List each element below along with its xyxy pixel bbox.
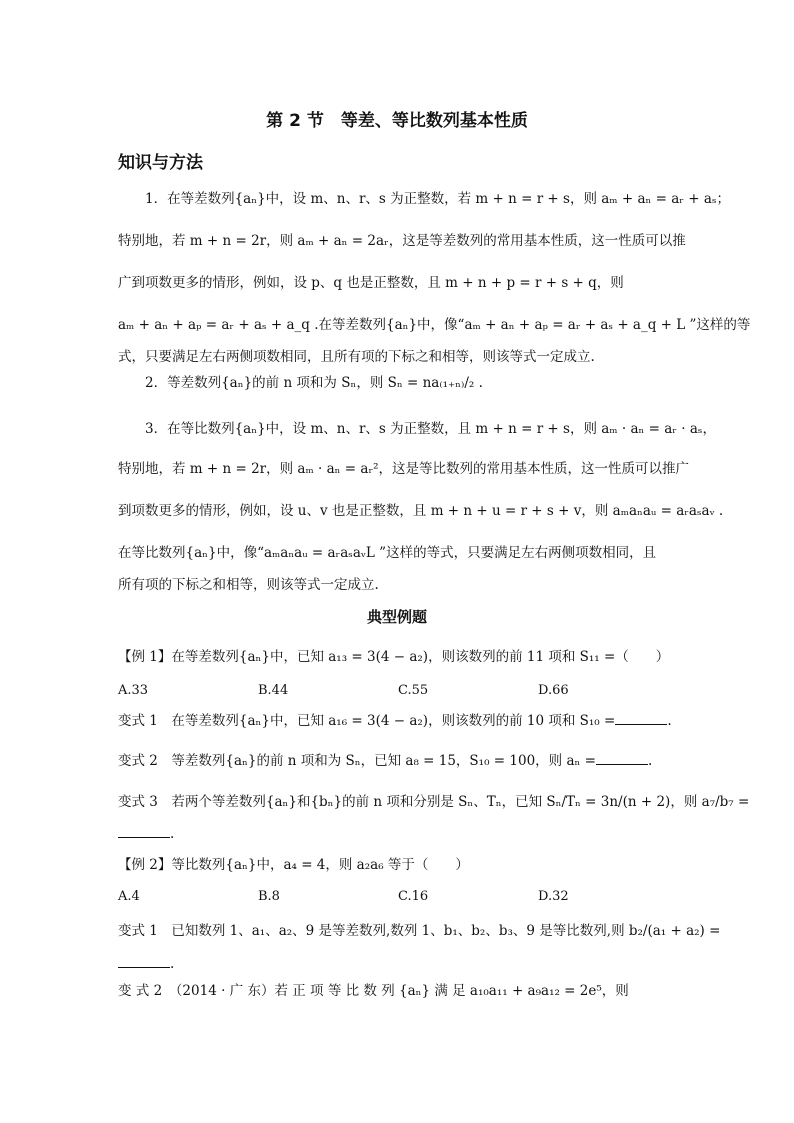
answer-blank	[118, 955, 170, 968]
option-c: C.55	[398, 683, 429, 698]
knowledge-line: 广到项数更多的情形，例如，设 p、q 也是正整数，且 m + n + p = r + s + q，则	[118, 275, 624, 291]
variant-line: 变式 2 等差数列{aₙ}的前 n 项和为 Sₙ，已知 a₈ = 15，S₁₀ = 100，则 aₙ = .	[118, 753, 653, 769]
section-heading-method: 知识与方法	[118, 153, 203, 173]
option-a: A.33	[118, 683, 149, 698]
example-2-stem: 【例 2】等比数列{aₙ}中，a₄ = 4，则 a₂a₆ 等于（ ）	[118, 857, 469, 873]
option-b: B.8	[258, 889, 280, 904]
answer-blank	[615, 712, 667, 725]
knowledge-line: 1．在等差数列{aₙ}中，设 m、n、r、s 为正整数，若 m + n = r + s，则 aₘ + aₙ = aᵣ + aₛ；	[118, 191, 730, 207]
knowledge-line: 所有项的下标之和相等，则该等式一定成立.	[118, 577, 379, 593]
answer-blank-line: .	[118, 825, 678, 843]
knowledge-line: 3．在等比数列{aₙ}中，设 m、n、r、s 为正整数，且 m + n = r + s，则 aₘ · aₙ = aᵣ · aₛ，	[118, 421, 716, 437]
variant-line: 变式 3 若两个等差数列{aₙ}和{bₙ}的前 n 项和分别是 Sₙ、Tₙ，已知 Sₙ/Tₙ = 3n/(n + 2)，则 a₇/b₇ =	[118, 794, 750, 810]
knowledge-line: 特别地，若 m + n = 2r，则 aₘ + aₙ = 2aᵣ，这是等差数列的常用基本性质，这一性质可以推	[118, 233, 686, 249]
option-d: D.66	[538, 683, 569, 698]
knowledge-line: 2．等差数列{aₙ}的前 n 项和为 Sₙ，则 Sₙ = na₍₁₊ₙ₎/₂ .	[118, 375, 483, 391]
knowledge-line: aₘ + aₙ + aₚ = aᵣ + aₛ + a_q .在等差数列{aₙ}中，像“aₘ + aₙ + aₚ = aᵣ + aₛ + a_q + L ”这样的等	[118, 317, 751, 333]
knowledge-line: 在等比数列{aₙ}中，像“aₘaₙaᵤ = aᵣaₛaᵥL ”这样的等式，只要满足左右两侧项数相同，且	[118, 545, 657, 561]
option-d: D.32	[538, 889, 569, 904]
knowledge-line: 特别地，若 m + n = 2r，则 aₘ · aₙ = aᵣ²，这是等比数列的常用基本性质，这一性质可以推广	[118, 461, 690, 477]
knowledge-line: 式，只要满足左右两侧项数相同，且所有项的下标之和相等，则该等式一定成立.	[118, 349, 595, 365]
answer-blank-line: .	[118, 955, 678, 973]
variant-line: 变式 1 在等差数列{aₙ}中，已知 a₁₆ = 3(4 − a₂)，则该数列的前 10 项和 S₁₀ = .	[118, 713, 672, 729]
page-title: 第 2 节 等差、等比数列基本性质	[266, 111, 528, 131]
variant-line: 变式 1 已知数列 1、a₁、a₂、9 是等差数列,数列 1、b₁、b₂、b₃、9 是等比数列,则 b₂/(a₁ + a₂) =	[118, 923, 721, 939]
variant-text: 变式 2 等差数列{aₙ}的前 n 项和为 Sₙ，已知 a₈ = 15，S₁₀ = 100，则 aₙ =	[118, 753, 596, 769]
option-a: A.4	[118, 889, 140, 904]
section-heading-examples: 典型例题	[366, 608, 427, 626]
knowledge-line: 到项数更多的情形，例如，设 u、v 也是正整数，且 m + n + u = r + s + v，则 aₘaₙaᵤ = aᵣaₛaᵥ .	[118, 503, 724, 519]
example-1-stem: 【例 1】在等差数列{aₙ}中，已知 a₁₃ = 3(4 − a₂)，则该数列的前 11 项和 S₁₁ =（ ）	[118, 649, 670, 665]
answer-blank	[596, 752, 648, 765]
variant-text: 变式 1 在等差数列{aₙ}中，已知 a₁₆ = 3(4 − a₂)，则该数列的前 10 项和 S₁₀ =	[118, 713, 616, 729]
option-b: B.44	[258, 683, 289, 698]
option-c: C.16	[398, 889, 429, 904]
answer-blank	[118, 825, 170, 838]
variant-line: 变 式 2 （2014 · 广 东）若 正 项 等 比 数 列 {aₙ} 满 足 a₁₀a₁₁ + a₉a₁₂ = 2e⁵，则	[118, 983, 629, 999]
